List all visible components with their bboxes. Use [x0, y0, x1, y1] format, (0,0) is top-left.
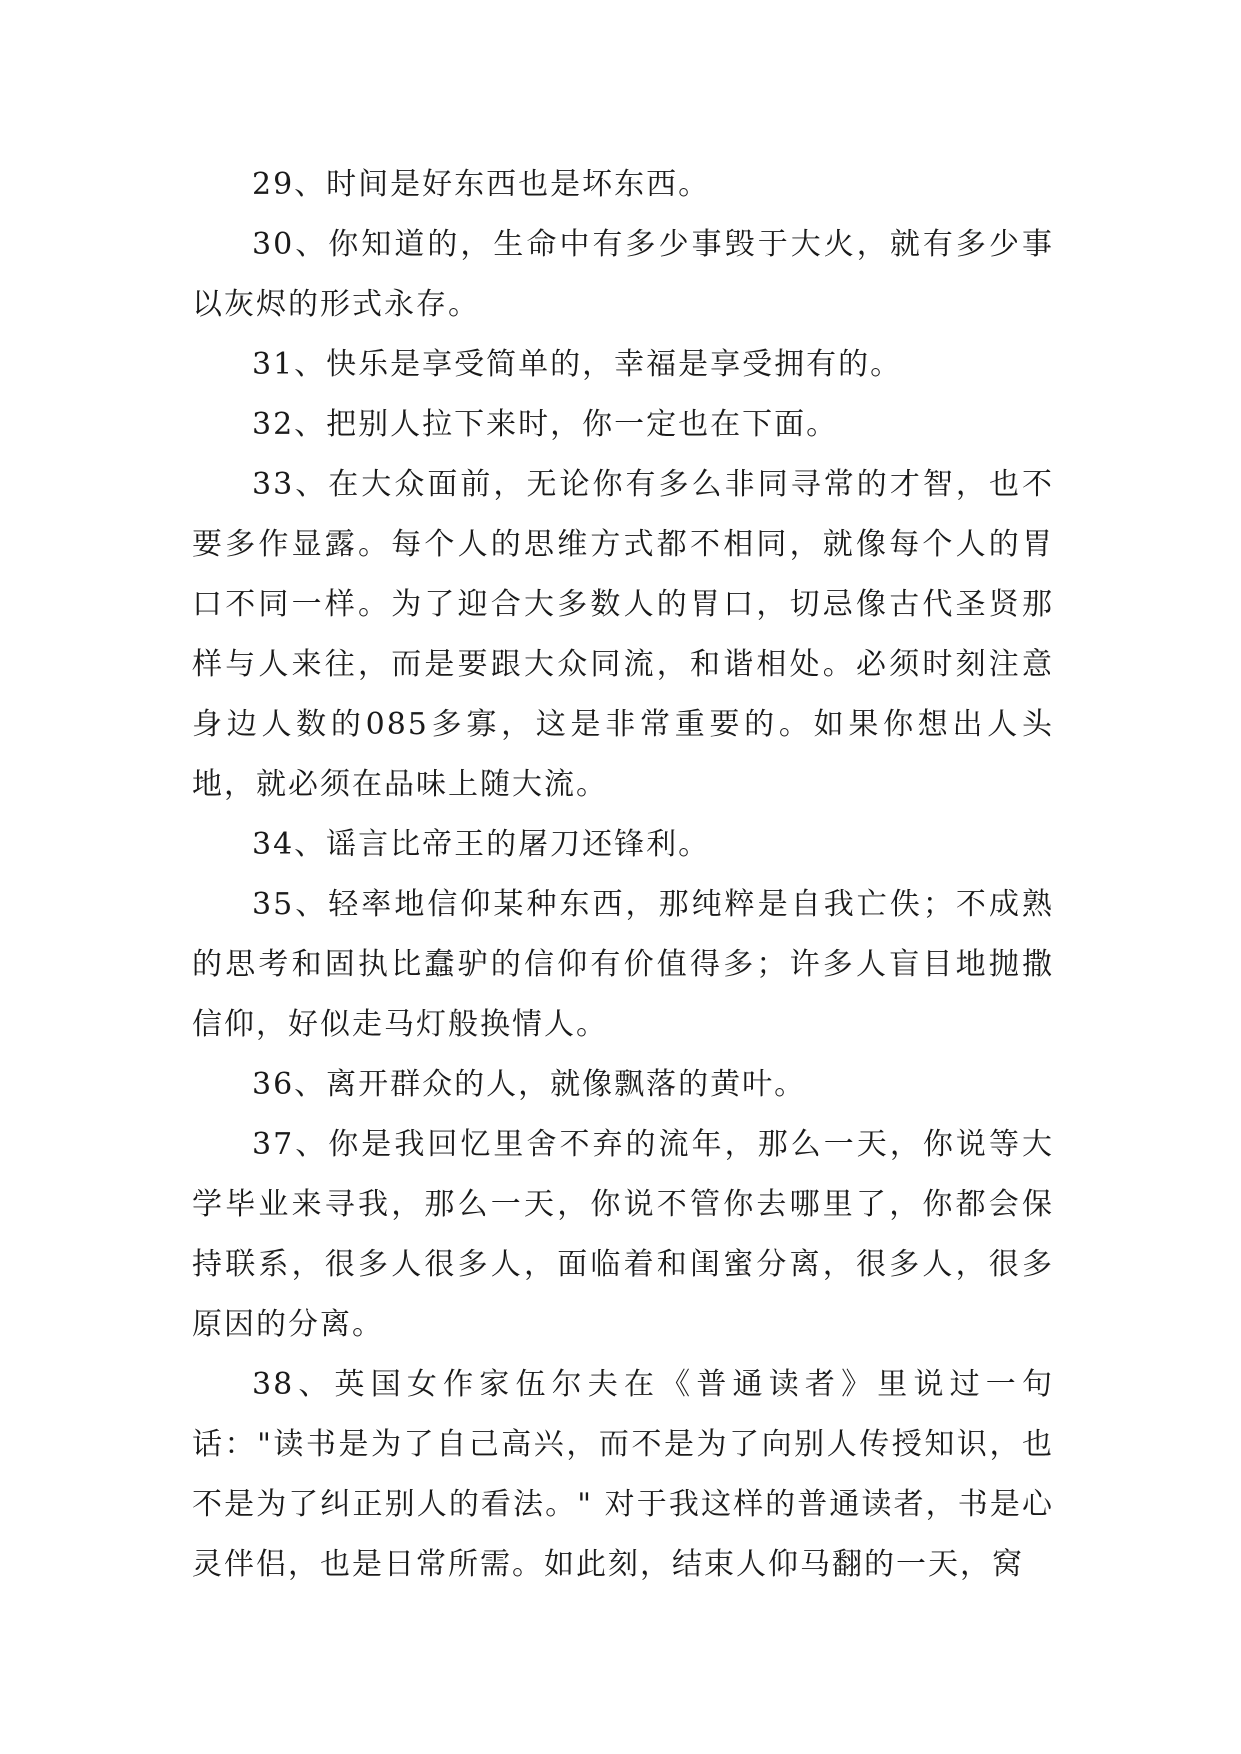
paragraph-35: 35、轻率地信仰某种东西，那纯粹是自我亡佚；不成熟的思考和固执比蠢驴的信仰有价值得多；许多人盲目地抛撒信仰，好似走马灯般换情人。: [192, 887, 1054, 1042]
paragraph-34: 34、谣言比帝王的屠刀还锋利。: [252, 827, 711, 862]
paragraph-29: 29、时间是好东西也是坏东西。: [252, 167, 711, 202]
paragraph-38: 38、英国女作家伍尔夫在《普通读者》里说过一句话："读书是为了自己高兴，而不是为了向别人传授知识，也不是为了纠正别人的看法。" 对于我这样的普通读者，书是心灵伴侣，也是日常所需。如此刻，结束人仰马翻的一天，窝: [192, 1367, 1054, 1582]
paragraph-33: 33、在大众面前，无论你有多么非同寻常的才智，也不要多作显露。每个人的思维方式都不相同，就像每个人的胃口不同一样。为了迎合大多数人的胃口，切忌像古代圣贤那样与人来往，而是要跟大众同流，和谐相处。必须时刻注意身边人数的085多寡，这是非常重要的。如果你想出人头地，就必须在品味上随大流。: [192, 467, 1054, 802]
paragraph-37: 37、你是我回忆里舍不弃的流年，那么一天，你说等大学毕业来寻我，那么一天，你说不管你去哪里了，你都会保持联系，很多人很多人，面临着和闺蜜分离，很多人，很多原因的分离。: [192, 1127, 1054, 1342]
paragraph-31: 31、快乐是享受简单的，幸福是享受拥有的。: [252, 347, 903, 382]
paragraph-36: 36、离开群众的人，就像飘落的黄叶。: [252, 1067, 807, 1102]
document-body: [192, 155, 1054, 1595]
paragraph-32: 32、把别人拉下来时，你一定也在下面。: [252, 407, 839, 442]
paragraph-30: 30、你知道的，生命中有多少事毁于大火，就有多少事以灰烬的形式永存。: [192, 227, 1054, 322]
